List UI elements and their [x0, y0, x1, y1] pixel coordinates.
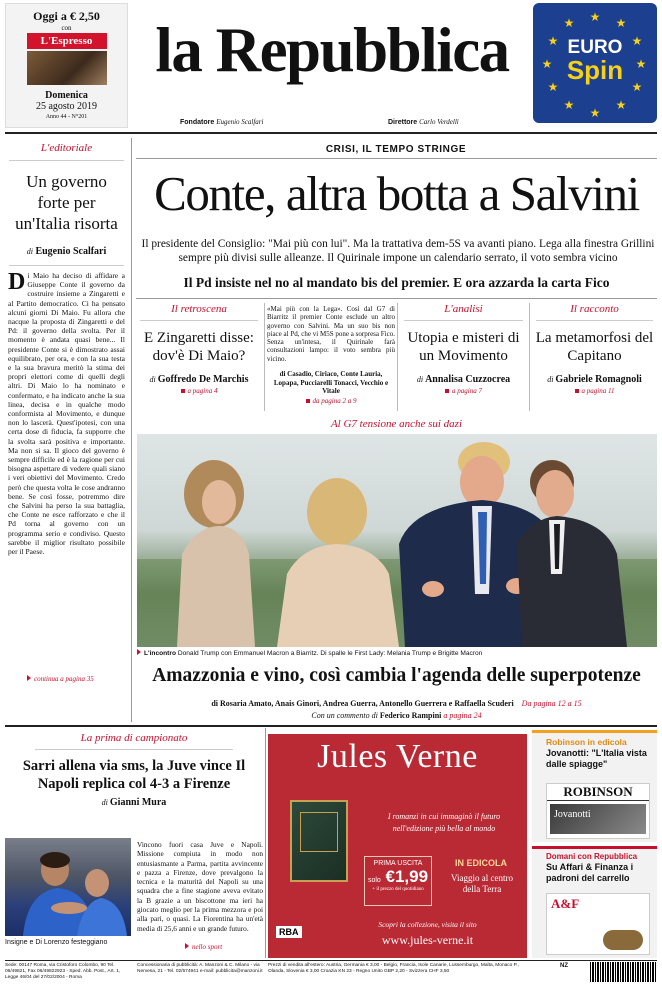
svg-text:★: ★ [547, 80, 559, 94]
g7-authors [136, 699, 657, 709]
bullet-icon [575, 389, 579, 393]
masthead-founder [180, 118, 263, 126]
summary-page [267, 397, 395, 405]
editorial-body [5, 271, 128, 669]
sport-players-icon [5, 838, 131, 936]
ad-line1: I romanzi in cui immaginò il futuro [387, 812, 501, 821]
editorial-text: i Maio ha deciso di affidare a Giuseppe Conte il governo da costruire insieme a Zingaretti e al Partito democratico. Ci ha pensato alcuni giorni Di Maio. Fu allora che nacque la proposta di Zingaretti e del Pd: il governo della svolta. Per il momento è andata quasi bene... Il presidente Conte si è dimostrato assai equilibrato, per ora, e con la sua testa e la sua bravura meritò la stima dei propri elettori come di quelli degli altri. Di Maio lo ha nominato e confermato, e ha indicato anche la sua linea, decisa e in qualche modo conformista al Movimento, e dunque non lo lascerà. Quest'ipotesi, con una certa dose di fiducia, fa supporre che la svolta sarà positiva e importante. Ma non si sa. Il gioco del governo è sempre difficile ed è la ragione per cui bisogna aspettare di vedere quali siano i veri obiettivi del Movimento. Credo però che questa volta le cose andranno bene. Se così fosse, potremmo dire che Salvini ha perso la sua battaglia, che Conte ne esce rafforzato e che il Pd torna al governo con un programma serio e condiviso. Questo sarebbe il miglior risultato possibile per il Paese. [8, 271, 125, 557]
sport-page-text: nello sport [192, 943, 223, 951]
ad-price-value: €1,99 [385, 867, 429, 886]
ad-url[interactable]: www.jules-verne.it [381, 933, 474, 947]
analisi-author: Annalisa Cuzzocrea [425, 374, 511, 385]
svg-text:★: ★ [631, 80, 643, 94]
main-subhead: Il presidente del Consiglio: "Mai più con lui". Ma la trattativa dem-5S va avanti piano. Lega alla finestra Grillini sempre più divisi sulle alleanze. Il Quirinale impone un calendario serrato, il voto sembra vicino [141, 238, 655, 264]
main-headline[interactable]: Conte, altra botta a Salvini [154, 166, 639, 221]
issue-number: Anno 44 - N°201 [45, 114, 88, 120]
sport-divider [265, 728, 266, 958]
sport-photo[interactable] [5, 838, 131, 936]
main-sub-rule [136, 298, 657, 299]
svg-text:★: ★ [615, 98, 627, 112]
racconto-page [532, 387, 657, 395]
analisi-byline: di Annalisa Cuzzocrea [416, 374, 511, 385]
espresso-logo-text: L'Espresso [40, 35, 93, 47]
footer-code: NZ [560, 963, 568, 969]
sport-kicker: La prima di campionato [80, 732, 188, 744]
svg-text:★: ★ [541, 57, 553, 71]
promo-con: con [61, 24, 72, 32]
affari-logo: A&F [551, 896, 580, 911]
promo-box[interactable] [5, 3, 128, 128]
retroscena-page-text: a pagina 4 [187, 387, 218, 395]
sport-author: Gianni Mura [109, 797, 167, 808]
ad-price [365, 867, 431, 887]
euro-spin-line1: EURO [567, 37, 623, 58]
euro-spin-logo[interactable] [533, 3, 657, 123]
masthead-rule [5, 132, 657, 134]
g7-comment-page: a pagina 24 [443, 711, 482, 720]
sport-headline[interactable]: Sarri allena via sms, la Juve vince Il Napoli replica col 4-3 a Firenze [22, 758, 246, 792]
retroscena-kicker: Il retroscena [171, 303, 227, 315]
bullet-icon [445, 389, 449, 393]
ad-footer: Scopri la collezione, visita il sito [378, 920, 477, 929]
masthead-title[interactable]: la Repubblica [155, 15, 509, 85]
footer-col3: Prezzi di vendita all'estero: Austria, Germania € 3,00 - Belgio, Francia, Isole Canarie, Lussemburgo, Malta, Monaco P., Olanda, Slovenia € 3,00 Croazia KN 23 - Regno Unito GBP 2,20 - Svizzera CHF 3,50 [268, 963, 519, 974]
svg-text:★: ★ [563, 98, 575, 112]
affari-promo[interactable] [532, 846, 657, 958]
retroscena-byline: di Goffredo De Marchis [149, 374, 249, 385]
promo-price: Oggi a € 2,50 [33, 9, 100, 23]
editorial-byline [5, 246, 128, 257]
top-kicker: CRISI, IL TEMPO STRINGE [325, 144, 467, 155]
g7-photo[interactable] [137, 434, 657, 647]
ad-first-label: PRIMA USCITA [373, 860, 423, 867]
barcode [590, 962, 656, 982]
racconto-kicker: Il racconto [570, 303, 619, 315]
sport-byline: di Gianni Mura [101, 797, 167, 808]
g7-comment-pre: Con un commento di [311, 711, 378, 720]
photo-kicker: Al G7 tensione anche sui dazi [330, 418, 463, 430]
svg-text:★: ★ [635, 57, 647, 71]
svg-text:★: ★ [615, 16, 627, 30]
ad-edicola: IN EDICOLA [454, 858, 507, 868]
retroscena-page [136, 387, 262, 395]
caption-text: Donald Trump con Emmanuel Macron a Biarritz. Di spalle le First Lady: Melania Trump e Brigitte Macron [177, 650, 483, 657]
editorial-dropcap: D [8, 271, 26, 295]
retroscena-title: E Zingaretti disse: dov'è Di Maio? [144, 330, 254, 364]
analisi-page-text: a pagina 7 [452, 387, 482, 395]
ad-price-box [364, 856, 432, 906]
analisi-title: Utopia e misteri di un Movimento [407, 330, 520, 364]
arrow-icon [185, 943, 189, 949]
box-summary[interactable] [267, 305, 395, 413]
footer-col1: Sede: 00147 Roma, via Cristoforo Colombo, 90 Tel. 06/49821, Fax 06/49822923 - Sped. Abb. Post., Art. 1, Legge 46/04 del 27/02/2004 - Roma [5, 963, 121, 980]
ad-price-pre: solo [367, 877, 381, 884]
retroscena-author: Goffredo De Marchis [157, 374, 249, 385]
analisi-page [400, 387, 527, 395]
box-divider [397, 303, 398, 411]
editorial-author-prefix: di [26, 247, 33, 256]
box-analisi[interactable] [400, 303, 527, 413]
founder-label: Fondatore [180, 119, 215, 126]
ad-title: Jules Verne [317, 738, 478, 775]
robinson-logo: ROBINSON [547, 784, 649, 801]
svg-text:★: ★ [631, 34, 643, 48]
racconto-byline: di Gabriele Romagnoli [547, 374, 642, 385]
arrow-icon [27, 675, 31, 681]
robinson-cover [546, 783, 650, 839]
summary-page-text: da pagina 2 a 9 [312, 396, 357, 405]
robinson-promo[interactable] [532, 730, 657, 842]
analisi-kicker: L'analisi [444, 303, 483, 315]
editorial-continue[interactable] [5, 675, 128, 683]
svg-text:★: ★ [589, 106, 601, 120]
photo-caption [137, 649, 657, 658]
left-column-divider [131, 138, 132, 722]
affari-cover-art [603, 930, 643, 950]
g7-headline[interactable]: Amazzonia e vino, così cambia l'agenda delle superpotenze [152, 665, 641, 686]
g7-comment-author: Federico Rampini [379, 711, 442, 720]
ad-book-image [290, 800, 348, 882]
svg-text:★: ★ [547, 34, 559, 48]
lower-section-rule [5, 725, 657, 727]
arrow-icon [137, 649, 141, 655]
footer-rule [5, 960, 657, 961]
summary-body: «Mai più con la Lega». Così dal G7 di Biarritz il premier Conte esclude un altro governo con Salvini. Ma un suo bis non piace al Pd, che vi M5S pone a sorpresa Fico. Senza un'intesa, il Quirinale farà consultazioni lampo: il voto sembra più vicino. [267, 305, 395, 363]
main-bold-sub: Il Pd insiste nel no al mandato bis del premier. E ora azzarda la carta Fico [183, 275, 610, 290]
editorial-author: Eugenio Scalfari [35, 246, 107, 257]
robinson-cover-art [550, 804, 646, 834]
svg-text:★: ★ [589, 10, 601, 24]
racconto-title: La metamorfosi del Capitano [535, 330, 654, 364]
bullet-icon [181, 389, 185, 393]
racconto-page-text: a pagina 11 [581, 387, 615, 395]
footer-col2: Concessionaria di pubblicità: A. Manzoni & C. Milano - via Nervesa, 21 - Tel. 02/574941 e-mail: pubblicita@manzoni.it [137, 963, 263, 974]
svg-text:★: ★ [563, 16, 575, 30]
caption-label: L'incontro [144, 650, 176, 657]
sport-body: Vincono fuori casa Juve e Napoli. Missione compiuta in modo non entusiasmante a Parma, partita avvincente e pazza a Firenze, dove prevalgono la tecnica e la maturità del Napoli su una squadra che a fine stagione aveva evitato la B grazie a un biscottone ma ieri ha giocato meglio per la prima mezzora e poi alla pari, o quasi. La Fiorentina ha un'età media di 25,6 anni e un grande futuro. [137, 840, 263, 933]
founder-name: Eugenio Scalfari [216, 118, 264, 126]
sport-photo-caption: Insigne e Di Lorenzo festeggiano [5, 939, 108, 946]
robinson-title: Jovanotti: "L'Italia vista dalle spiagge" [546, 748, 647, 769]
editorial-title[interactable]: Un governo forte per un'Italia risorta [15, 172, 118, 233]
robinson-label: Robinson in edicola [546, 737, 627, 747]
g7-photo-figures-icon [137, 434, 657, 647]
issue-day: Domenica [45, 90, 88, 101]
director-name: Carlo Verdelli [419, 118, 459, 126]
ad-price-note: + il prezzo del quotidiano [372, 887, 424, 892]
summary-authors: di Casadio, Ciriaco, Conte Lauria, Lopapa, Pucciarelli Tonacci, Vecchio e Vitale [273, 370, 389, 395]
issue-date: 25 agosto 2019 [35, 101, 98, 112]
g7-comment [136, 711, 657, 721]
espresso-logo [27, 33, 107, 49]
robinson-cover-text: Jovanotti [554, 809, 591, 820]
editorial-continue-text: continua a pagina 35 [34, 675, 94, 683]
affari-label: Domani con Repubblica [546, 852, 638, 861]
masthead-director [388, 118, 459, 126]
jules-verne-ad[interactable] [268, 734, 527, 958]
g7-authors-text: di Rosaria Amato, Anais Ginori, Andrea Guerra, Antonello Guerrera e Raffaella Scuderi [211, 699, 514, 708]
ad-line2: nell'edizione più bella al mondo [392, 824, 496, 833]
affari-title: Su Affari & Finanza i padroni del carrello [546, 862, 634, 883]
top-kicker-rule [136, 158, 657, 159]
editorial-kicker: L'editoriale [40, 142, 93, 154]
espresso-cover-image [27, 51, 107, 85]
editorial-column [5, 138, 128, 722]
sport-section [5, 730, 263, 958]
box-racconto[interactable] [532, 303, 657, 413]
affari-cover [546, 893, 650, 955]
ad-brand: RBA [276, 926, 302, 938]
g7-pages: Da pagina 12 a 15 [521, 699, 582, 708]
euro-spin-line2: Spin [566, 55, 624, 85]
box-retroscena[interactable] [136, 303, 262, 413]
racconto-author: Gabriele Romagnoli [555, 374, 642, 385]
sport-page [185, 943, 222, 951]
director-label: Direttore [388, 119, 418, 126]
bullet-icon [306, 399, 310, 403]
box-divider [264, 303, 265, 411]
ad-book-title: Viaggio al centro della Terra [451, 873, 513, 894]
box-divider [529, 303, 530, 411]
